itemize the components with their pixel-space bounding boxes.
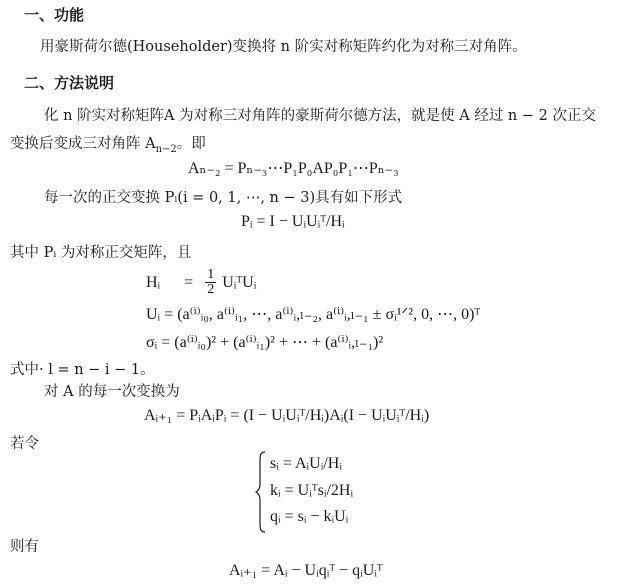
equation-product-form: Aₙ₋₂ = Pₙ₋₃⋯P₁P₀AP₀P₁⋯Pₙ₋₃ xyxy=(188,160,399,177)
each-transform-sentence: 对 A 的每一次变换为 xyxy=(44,384,180,400)
equation-sigma-definition: σᵢ = (a⁽ⁱ⁾ᵢ₀)² + (a⁽ⁱ⁾ᵢ₁)² + ⋯ + (a⁽ⁱ⁾ᵢ,ₗ₋₁)² xyxy=(146,334,384,351)
fraction-denominator: 2 xyxy=(207,282,215,297)
section-heading-method: 二、方法说明 xyxy=(24,74,115,92)
equation-h-rhs: UᵢᵀUᵢ xyxy=(222,273,257,291)
equation-h-fraction xyxy=(205,268,216,297)
system-q-equation: qᵢ = sᵢ − kᵢUᵢ xyxy=(270,508,349,525)
equation-p-definition: Pᵢ = I − UᵢUᵢᵀ/Hᵢ xyxy=(241,213,345,230)
method-paragraph-line2-subscript: n−2 xyxy=(155,143,177,155)
then-clause: 则有 xyxy=(10,539,39,555)
equation-u-definition: Uᵢ = (a⁽ⁱ⁾ᵢ₀, a⁽ⁱ⁾ᵢ₁, ⋯, a⁽ⁱ⁾ᵢ,ₗ₋₂, a⁽ⁱ⁾ᵢ,ₗ₋₁ ± σᵢ¹ᐟ², 0, ⋯, 0)ᵀ xyxy=(146,306,481,323)
equation-h-equals: = xyxy=(184,273,194,291)
let-clause: 若令 xyxy=(10,436,39,452)
fraction-numerator: 1 xyxy=(207,267,215,282)
orthogonal-transform-sentence: 每一次的正交变换 Pᵢ(i = 0, 1, ⋯, n − 3)具有如下形式 xyxy=(44,190,403,206)
equation-h-lhs: Hᵢ xyxy=(146,273,161,291)
symmetric-orthogonal-sentence: 其中 Pᵢ 为对称正交矩阵，且 xyxy=(10,245,192,261)
system-s-equation: sᵢ = AᵢUᵢ/Hᵢ xyxy=(270,455,342,472)
method-paragraph-line2-tail: 。即 xyxy=(176,136,206,152)
function-description: 用豪斯荷尔德(Householder)变换将 n 阶实对称矩阵约化为对称三对角阵。 xyxy=(40,39,527,55)
system-k-equation: kᵢ = Uᵢᵀsᵢ/2Hᵢ xyxy=(270,482,354,499)
section-heading-function: 一、功能 xyxy=(24,6,85,24)
equation-h-definition xyxy=(146,268,256,297)
where-clause: 式中· l = n − i − 1。 xyxy=(10,362,155,378)
equation-final-update: Aᵢ₊₁ = Aᵢ − Uᵢqᵢᵀ − qᵢUᵢᵀ xyxy=(229,562,383,579)
method-paragraph-line2 xyxy=(10,132,206,155)
method-paragraph-line2-text: 变换后变成三对角阵 A xyxy=(10,136,156,152)
left-brace xyxy=(255,450,265,530)
equation-a-update: Aᵢ₊₁ = PᵢAᵢPᵢ = (I − UᵢUᵢᵀ/Hᵢ)Aᵢ(I − UᵢUᵢᵀ/Hᵢ) xyxy=(144,407,430,424)
method-paragraph-line1: 化 n 阶实对称矩阵A 为对称三对角阵的豪斯荷尔德方法，就是使 A 经过 n − 2 次正交 xyxy=(44,108,596,124)
